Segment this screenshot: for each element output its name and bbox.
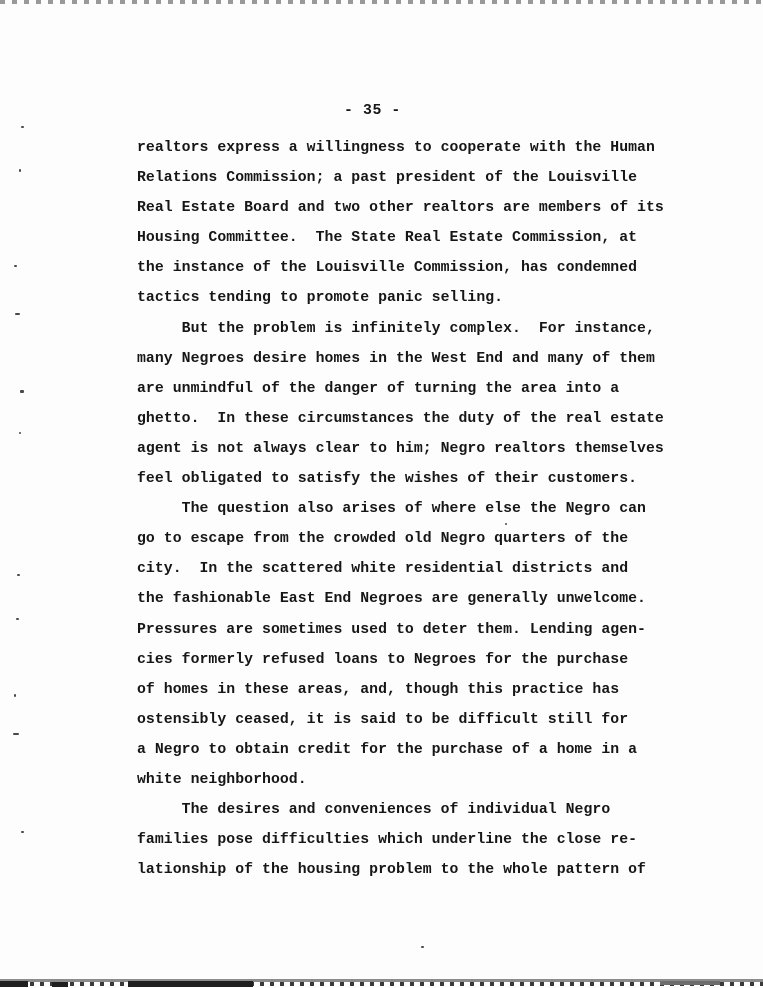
scan-bottom-edge-blotch	[52, 982, 68, 987]
page-number: - 35 -	[344, 103, 401, 119]
text-line: Pressures are sometimes used to deter them. Lending agen-	[137, 621, 646, 638]
scan-speck	[14, 694, 16, 697]
scan-bottom-edge-blotch	[0, 981, 28, 987]
scan-top-edge-dashes	[0, 0, 763, 4]
text-line: a Negro to obtain credit for the purchase of a home in a	[137, 741, 638, 758]
scan-speck	[16, 618, 19, 620]
text-line: the fashionable East End Negroes are generally unwelcome.	[137, 591, 646, 608]
scan-speck	[17, 574, 20, 576]
text-line: feel obligated to satisfy the wishes of their customers.	[137, 471, 638, 488]
text-line: ostensibly ceased, it is said to be difficult still for	[137, 711, 629, 728]
text-line: The question also arises of where else the Negro can	[137, 501, 646, 518]
scan-speck	[14, 265, 17, 267]
scan-speck	[19, 432, 21, 434]
text-line: city. In the scattered white residential districts and	[137, 561, 629, 578]
scan-bottom-edge-blotch	[660, 981, 720, 985]
text-line: agent is not always clear to him; Negro realtors themselves	[137, 440, 664, 457]
scan-speck	[13, 733, 19, 735]
text-line: Real Estate Board and two other realtors are members of its	[137, 200, 664, 217]
scan-speck	[421, 946, 424, 948]
text-line: The desires and conveniences of individual Negro	[137, 802, 611, 819]
text-line: lationship of the housing problem to the whole pattern of	[137, 862, 646, 879]
text-line: cies formerly refused loans to Negroes for the purchase	[137, 651, 629, 668]
text-line: of homes in these areas, and, though this practice has	[137, 681, 620, 698]
scan-speck	[20, 390, 24, 393]
document-body	[137, 133, 682, 885]
scan-bottom-edge-blotch	[128, 981, 253, 987]
text-line: the instance of the Louisville Commission, has condemned	[137, 260, 638, 277]
text-line: families pose difficulties which underline the close re-	[137, 832, 638, 849]
text-line: Housing Committee. The State Real Estate Commission, at	[137, 230, 638, 247]
text-line: realtors express a willingness to cooperate with the Human	[137, 140, 655, 156]
scan-speck	[21, 831, 24, 833]
text-line: Relations Commission; a past president of the Louisville	[137, 170, 638, 187]
scan-speck	[15, 313, 20, 315]
paragraph	[137, 795, 682, 885]
text-line: many Negroes desire homes in the West End and many of them	[137, 350, 655, 367]
text-line: ghetto. In these circumstances the duty of the real estate	[137, 410, 664, 427]
paragraph	[137, 314, 682, 495]
paragraph	[137, 494, 682, 795]
scan-speck	[21, 126, 24, 128]
scan-speck	[19, 169, 21, 172]
text-line: But the problem is infinitely complex. For instance,	[137, 320, 655, 337]
text-line: white neighborhood.	[137, 771, 307, 788]
scan-bottom-edge-dashes	[0, 982, 763, 986]
paragraph	[137, 133, 682, 314]
text-line: are unmindful of the danger of turning the area into a	[137, 380, 620, 397]
scan-speck	[505, 523, 507, 525]
text-line: tactics tending to promote panic selling.	[137, 290, 504, 307]
text-line: go to escape from the crowded old Negro quarters of the	[137, 531, 629, 548]
